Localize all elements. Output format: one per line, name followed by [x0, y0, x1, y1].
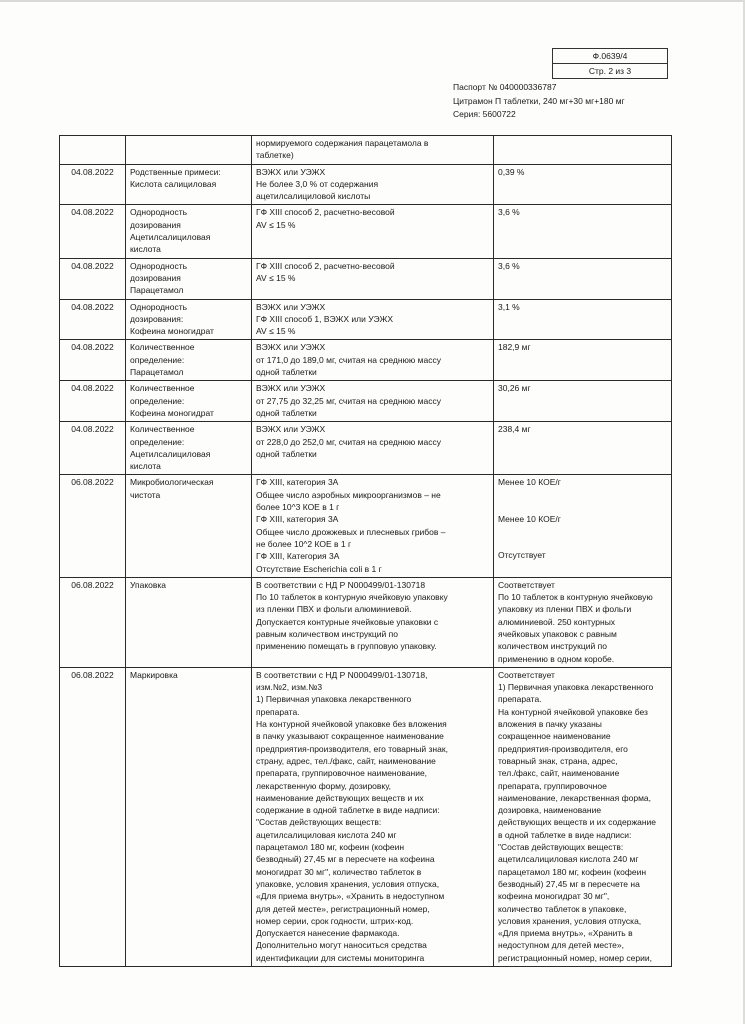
- cell-line: Отсутствует: [498, 550, 546, 561]
- table-row: [60, 422, 672, 475]
- cell-line: Допускается нанесение фармакода.: [256, 928, 400, 939]
- passport-header: [453, 81, 733, 122]
- cell-line: «Для приема внутрь», «Хранить в недоступном: [256, 891, 445, 902]
- cell-line: Кофеина моногидрат: [130, 326, 214, 337]
- cell-line: Однородность: [130, 301, 188, 312]
- test-cell: [126, 340, 252, 381]
- cell-line: Родственные примеси:: [130, 166, 221, 177]
- cell-line: парацетамол 180 мг, кофеин (кофеин: [498, 866, 647, 877]
- cell-line: количество таблеток в упаковке,: [498, 903, 627, 914]
- cell-line: более 10^3 КОЕ в 1 г: [256, 502, 340, 513]
- table-row: [60, 136, 672, 165]
- cell-line: алюминиевой. 250 контурных: [498, 616, 616, 627]
- form-code-box: [552, 48, 668, 79]
- cell-line: товарный знак, страна, адрес,: [498, 755, 618, 766]
- table-row: [60, 164, 672, 205]
- cell-line: 3,6 %: [498, 207, 520, 218]
- cell-line: ГФ XIII способ 1, ВЭЖХ или УЭЖХ: [256, 313, 393, 324]
- cell-line: препарата.: [256, 706, 300, 717]
- cell-line: Соответствует: [498, 579, 555, 590]
- cell-line: применению помещать в групповую упаковку.: [256, 641, 437, 652]
- cell-line: парацетамол 180 мг, кофеин (кофеин: [256, 842, 405, 853]
- cell-line: препарата.: [498, 694, 542, 705]
- cell-line: не более 10^2 КОЕ в 1 г: [256, 538, 352, 549]
- cell-line: идентификации для системы мониторинга: [256, 952, 425, 963]
- result-cell: [494, 475, 672, 577]
- date-cell: 04.08.2022: [60, 164, 126, 205]
- cell-line: «Для приема внутрь», «Хранить в: [498, 928, 633, 939]
- cell-line: ВЭЖХ или УЭЖХ: [256, 424, 326, 435]
- result-cell: [494, 577, 672, 667]
- result-cell: [494, 381, 672, 422]
- test-cell: [126, 299, 252, 340]
- result-cell: [494, 340, 672, 381]
- cell-line: По 10 таблеток в контурную ячейковую: [498, 592, 653, 603]
- cell-line: в пачку указывают сокращенное наименование: [256, 731, 444, 742]
- cell-line: страну, адрес, тел./факс, сайт, наименование: [256, 755, 436, 766]
- table-row: [60, 577, 672, 667]
- cell-line: Менее 10 КОЕ/г: [498, 513, 561, 524]
- cell-line: ВЭЖХ или УЭЖХ: [256, 342, 326, 353]
- cell-line: ацетилсалициловая кислота 240 мг: [498, 854, 639, 865]
- cell-line: от 228,0 до 252,0 мг, считая на среднюю массу: [256, 436, 441, 447]
- cell-line: недоступном для детей месте»,: [498, 940, 624, 951]
- cell-line: Парацетамол: [130, 367, 184, 378]
- cell-line: Количественное: [130, 383, 195, 394]
- cell-line: предприятия-производителя, его: [498, 743, 628, 754]
- cell-line: Кислота салициловая: [130, 178, 217, 189]
- cell-line: лекарственную форму, дозировку,: [256, 780, 392, 791]
- table-row: [60, 258, 672, 299]
- method-cell: [252, 422, 494, 475]
- table-row: [60, 381, 672, 422]
- spacer: [498, 501, 667, 513]
- cell-line: наименование действующих веществ и их: [256, 792, 424, 803]
- passport-number: Паспорт № 040000336787: [453, 82, 557, 92]
- test-cell: [126, 667, 252, 966]
- cell-line: тел./факс, сайт, наименование: [498, 768, 620, 779]
- result-cell: [494, 136, 672, 165]
- cell-line: В соответствии с НД Р N000499/01-130718: [256, 579, 426, 590]
- cell-line: ГФ XIII способ 2, расчетно-весовой: [256, 260, 395, 271]
- cell-line: Соответствует: [498, 669, 555, 680]
- cell-line: содержание в одной таблетке в виде надписи:: [256, 805, 440, 816]
- cell-line: в одной таблетке в виде надписи:: [498, 829, 632, 840]
- date-cell: 04.08.2022: [60, 381, 126, 422]
- cell-line: В соответствии с НД Р N000499/01-130718,: [256, 669, 428, 680]
- cell-line: нормируемого содержания парацетамола в: [256, 138, 429, 148]
- cell-line: равным количеством инструкций по: [256, 628, 398, 639]
- cell-line: чистота: [130, 489, 161, 500]
- table-row: [60, 205, 672, 258]
- cell-line: 3,1 %: [498, 301, 520, 312]
- table-row: [60, 475, 672, 577]
- date-cell: 04.08.2022: [60, 340, 126, 381]
- cell-line: Маркировка: [130, 669, 178, 680]
- cell-line: 238,4 мг: [498, 424, 531, 435]
- date-cell: 06.08.2022: [60, 667, 126, 966]
- table-row: [60, 667, 672, 966]
- cell-line: вложения в пачку указаны: [498, 719, 602, 730]
- cell-line: Отсутствие Escherichia coli в 1 г: [256, 563, 382, 574]
- cell-line: Ацетилсалициловая: [130, 448, 211, 459]
- cell-line: дозирования: [130, 272, 181, 283]
- cell-line: По 10 таблеток в контурную ячейковую упаковку: [256, 592, 448, 603]
- method-cell: [252, 577, 494, 667]
- spacer: [498, 537, 667, 549]
- cell-line: из пленки ПВХ и фольги алюминиевой.: [256, 604, 412, 615]
- cell-line: На контурной ячейковой упаковке без вложения: [256, 719, 447, 730]
- date-cell: 04.08.2022: [60, 205, 126, 258]
- cell-line: Не более 3,0 % от содержания: [256, 178, 379, 189]
- scan-edge-top: [0, 0, 745, 2]
- result-cell: [494, 667, 672, 966]
- cell-line: Допускается контурные ячейковые упаковки с: [256, 616, 439, 627]
- cell-line: от 27,75 до 32,25 мг, считая на среднюю массу: [256, 395, 441, 406]
- table-row: [60, 299, 672, 340]
- cell-line: На контурной ячейковой упаковке без: [498, 706, 648, 717]
- test-cell: [126, 422, 252, 475]
- method-cell: [252, 381, 494, 422]
- date-cell: 04.08.2022: [60, 299, 126, 340]
- cell-line: изм.№2, изм.№3: [256, 682, 323, 693]
- product-name: Цитрамон П таблетки, 240 мг+30 мг+180 мг: [453, 95, 625, 106]
- method-cell: [252, 475, 494, 577]
- form-code: Ф.0639/4: [592, 51, 628, 61]
- cell-line: Парацетамол: [130, 285, 184, 296]
- cell-line: сокращенное наименование: [498, 731, 611, 742]
- cell-line: определение:: [130, 354, 185, 365]
- cell-line: 30,26 мг: [498, 383, 531, 394]
- cell-line: упаковке, условия хранения, условия отпуска,: [256, 878, 440, 889]
- method-cell: [252, 340, 494, 381]
- cell-line: Упаковка: [130, 579, 167, 590]
- test-results-table: [59, 135, 672, 967]
- series-number: Серия: 5600722: [453, 109, 516, 119]
- method-cell: [252, 164, 494, 205]
- cell-line: таблетке): [256, 150, 294, 161]
- cell-line: препарата, группировочное: [498, 780, 607, 791]
- cell-line: дозировка, наименование: [498, 805, 602, 816]
- cell-line: 3,6 %: [498, 260, 520, 271]
- cell-line: ВЭЖХ или УЭЖХ: [256, 301, 326, 312]
- cell-line: AV ≤ 15 %: [256, 219, 296, 230]
- cell-line: определение:: [130, 436, 185, 447]
- cell-line: Кофеина моногидрат: [130, 407, 214, 418]
- cell-line: безводный) 27,45 мг в пересчете на: [498, 878, 640, 889]
- cell-line: 182,9 мг: [498, 342, 531, 353]
- test-cell: [126, 258, 252, 299]
- cell-line: "Состав действующих веществ:: [256, 817, 382, 828]
- cell-line: предприятия-производителя, его товарный знак,: [256, 743, 448, 754]
- table-row: [60, 340, 672, 381]
- cell-line: Ацетилсалициловая: [130, 232, 211, 243]
- cell-line: "Состав действующих веществ:: [498, 842, 624, 853]
- cell-line: дозирования:: [130, 313, 184, 324]
- method-cell: [252, 136, 494, 165]
- date-cell: 06.08.2022: [60, 577, 126, 667]
- cell-line: упаковку из пленки ПВХ и фольги: [498, 604, 632, 615]
- cell-line: условия хранения, условия отпуска,: [498, 915, 642, 926]
- cell-line: безводный) 27,45 мг в пересчете на кофеина: [256, 854, 435, 865]
- cell-line: регистрационный номер, номер серии,: [498, 952, 652, 963]
- cell-line: ВЭЖХ или УЭЖХ: [256, 166, 326, 177]
- result-cell: [494, 299, 672, 340]
- cell-line: одной таблетки: [256, 367, 317, 378]
- result-cell: [494, 258, 672, 299]
- cell-line: применению в одном коробе.: [498, 653, 615, 664]
- cell-line: AV ≤ 15 %: [256, 326, 296, 337]
- cell-line: ацетилсалициловой кислоты: [256, 191, 371, 202]
- cell-line: Общее число аэробных микроорганизмов – не: [256, 489, 441, 500]
- method-cell: [252, 667, 494, 966]
- cell-line: ВЭЖХ или УЭЖХ: [256, 383, 326, 394]
- spacer: [498, 525, 667, 537]
- cell-line: ацетилсалициловая кислота 240 мг: [256, 829, 397, 840]
- cell-line: кофеина моногидрат 30 мг",: [498, 891, 610, 902]
- cell-line: ГФ XIII, Категория 3А: [256, 551, 340, 562]
- cell-line: AV ≤ 15 %: [256, 272, 296, 283]
- cell-line: наименование, лекарственная форма,: [498, 792, 651, 803]
- spacer: [498, 489, 667, 501]
- cell-line: номер серии, срок годности, штрих-код.: [256, 915, 414, 926]
- date-cell: 04.08.2022: [60, 422, 126, 475]
- cell-line: ГФ XIII, категория 3А: [256, 477, 339, 488]
- result-cell: [494, 164, 672, 205]
- cell-line: от 171,0 до 189,0 мг, считая на среднюю массу: [256, 354, 441, 365]
- cell-line: Микробиологическая: [130, 477, 214, 488]
- cell-line: 1) Первичная упаковка лекарственного: [256, 694, 412, 705]
- cell-line: одной таблетки: [256, 407, 317, 418]
- test-cell: [126, 475, 252, 577]
- date-cell: [60, 136, 126, 165]
- date-cell: 06.08.2022: [60, 475, 126, 577]
- cell-line: действующих веществ и их содержание: [498, 817, 657, 828]
- method-cell: [252, 299, 494, 340]
- method-cell: [252, 205, 494, 258]
- cell-line: моногидрат 30 мг", количество таблеток в: [256, 866, 422, 877]
- cell-line: ячейковых упаковок с равным: [498, 628, 617, 639]
- test-cell: [126, 205, 252, 258]
- cell-line: кислота: [130, 244, 161, 255]
- method-cell: [252, 258, 494, 299]
- cell-line: ГФ XIII способ 2, расчетно-весовой: [256, 207, 395, 218]
- test-cell: [126, 164, 252, 205]
- cell-line: Однородность: [130, 260, 188, 271]
- cell-line: препарата, группировочное наименование,: [256, 768, 428, 779]
- cell-line: Менее 10 КОЕ/г: [498, 477, 561, 488]
- cell-line: Количественное: [130, 424, 195, 435]
- test-cell: [126, 136, 252, 165]
- cell-line: Количественное: [130, 342, 195, 353]
- cell-line: дозирования: [130, 219, 181, 230]
- cell-line: для детей месте», регистрационный номер,: [256, 903, 430, 914]
- result-cell: [494, 422, 672, 475]
- cell-line: Дополнительно могут наноситься средства: [256, 940, 427, 951]
- cell-line: 0,39 %: [498, 166, 525, 177]
- cell-line: одной таблетки: [256, 448, 317, 459]
- cell-line: Однородность: [130, 207, 188, 218]
- test-cell: [126, 381, 252, 422]
- date-cell: 04.08.2022: [60, 258, 126, 299]
- cell-line: ГФ XIII, категория 3А: [256, 514, 339, 525]
- cell-line: Общее число дрожжевых и плесневых грибов –: [256, 526, 446, 537]
- page-number: Стр. 2 из 3: [553, 63, 667, 78]
- result-cell: [494, 205, 672, 258]
- cell-line: 1) Первичная упаковка лекарственного: [498, 682, 654, 693]
- cell-line: определение:: [130, 395, 185, 406]
- test-cell: [126, 577, 252, 667]
- cell-line: кислота: [130, 461, 161, 472]
- cell-line: количеством инструкций по: [498, 641, 607, 652]
